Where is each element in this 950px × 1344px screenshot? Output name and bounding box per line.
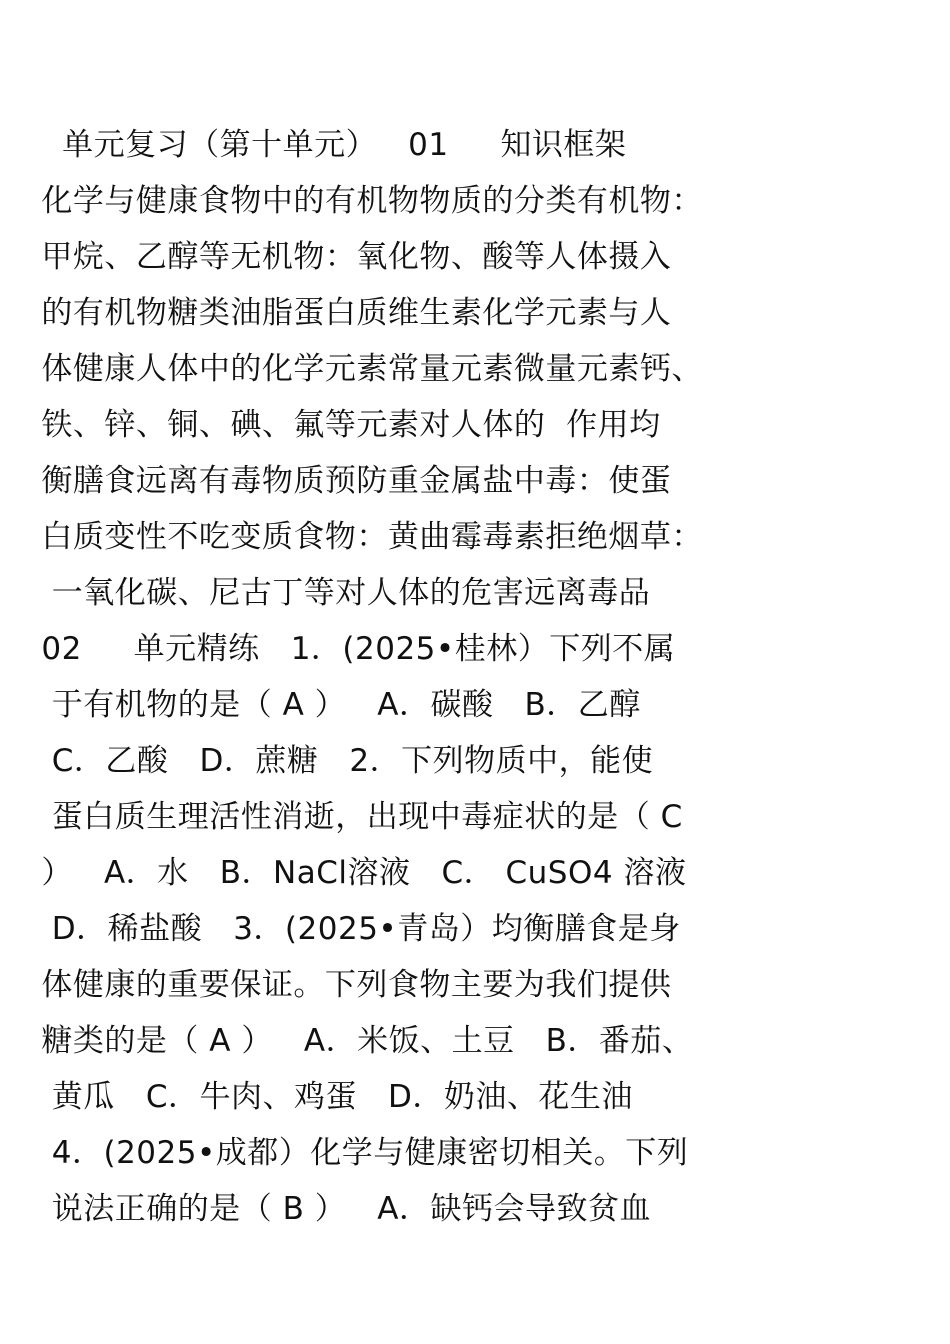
text-line: 糖类的是（ A ） A．米饭、土豆 B．番茄、 [0,1023,694,1059]
text-line: 铁、锌、铜、碘、氟等元素对人体的 作用均 [0,407,661,443]
text-line: D．稀盐酸 3．(2025•青岛）均衡膳食是身 [0,911,681,947]
text-line: 衡膳食远离有毒物质预防重金属盐中毒：使蛋 [0,463,672,499]
text-line: 黄瓜 C．牛肉、鸡蛋 D．奶油、花生油 [0,1079,633,1115]
text-line: 说法正确的是（ B ） A．缺钙会导致贫血 [0,1191,652,1227]
text-line: 蛋白质生理活性消逝，出现中毒症状的是（ C [0,799,683,835]
text-line: 体健康人体中的化学元素常量元素微量元素钙、 [0,351,703,387]
text-line: 化学与健康食物中的有机物物质的分类有机物： [0,183,703,219]
text-line: 于有机物的是（ A ） A．碳酸 B．乙醇 [0,687,641,723]
text-line: 体健康的重要保证。下列食物主要为我们提供 [0,967,672,1003]
text-line: 白质变性不吃变质食物：黄曲霉毒素拒绝烟草： [0,519,703,555]
text-line: 的有机物糖类油脂蛋白质维生素化学元素与人 [0,295,672,331]
text-line: 4．(2025•成都）化学与健康密切相关。下列 [0,1135,689,1171]
text-line: 02 单元精练 1．(2025•桂林）下列不属 [0,631,676,667]
text-line: C．乙酸 D．蔗糖 2．下列物质中，能使 [0,743,654,779]
text-line: 单元复习（第十单元） 01 知识框架 [0,127,627,163]
text-line: 一氧化碳、尼古丁等对人体的危害远离毒品 [0,575,651,611]
text-line: ） A．水 B．NaCl溶液 C． CuSO4 溶液 [0,855,687,891]
text-line: 甲烷、乙醇等无机物：氧化物、酸等人体摄入 [0,239,672,275]
